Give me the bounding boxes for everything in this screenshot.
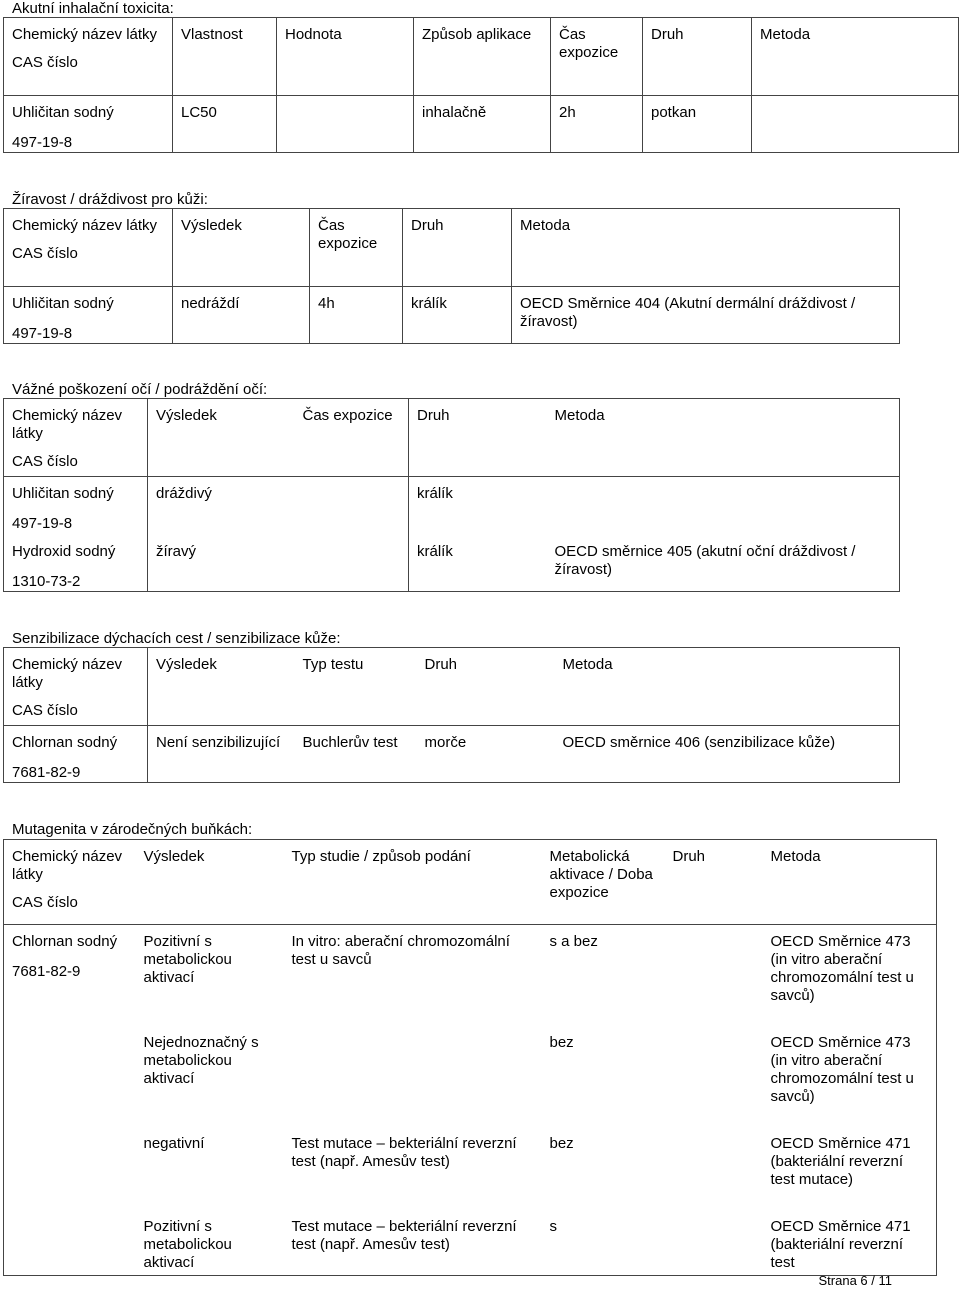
cell-vysledek: Pozitivní s metabolickou aktivací — [143, 933, 232, 986]
header-vysledek: Výsledek — [143, 848, 205, 865]
skin-corrosion-table — [3, 208, 900, 344]
header-zpusob: Způsob aplikace — [422, 26, 532, 43]
cell-typ — [284, 1026, 542, 1034]
cell-metoda: OECD Směrnice 473 (in vitro aberační chromozomální test u savců) — [770, 933, 914, 1004]
header-cas: CAS číslo — [12, 54, 78, 71]
table-header-row — [4, 840, 937, 925]
cell-druh — [665, 1127, 763, 1135]
cell-name: Uhličitan sodný — [12, 104, 114, 121]
cell-typ: Test mutace – bekteriální reverzní test (např. Amesův test) — [291, 1217, 517, 1253]
cell-cas-expozice — [295, 477, 409, 485]
header-druh: Druh — [411, 217, 444, 234]
table-row — [4, 1026, 937, 1127]
header-name: Chemický název látky — [12, 848, 123, 883]
cell-name: Uhličitan sodný — [12, 485, 114, 502]
section-title-eye-damage: Vážné poškození očí / podráždění očí: — [12, 381, 268, 398]
cell-druh: králík — [411, 295, 447, 312]
header-typ: Typ studie / způsob podání — [291, 848, 471, 865]
cell-cas: 7681-82-9 — [12, 963, 81, 980]
table-header-row — [4, 209, 900, 287]
header-druh: Druh — [424, 656, 458, 673]
header-druh: Druh — [417, 407, 450, 424]
cell-metoda: OECD směrnice 405 (akutní oční dráždivost /žíravost) — [554, 542, 856, 578]
cell-vysledek: Nejednoznačný s metabolickou aktivací — [143, 1033, 259, 1087]
table-row — [4, 1127, 937, 1210]
header-metoda: Metoda — [760, 26, 811, 43]
eye-damage-table — [3, 398, 900, 592]
sensitization-table — [3, 647, 900, 783]
cell-druh: potkan — [651, 104, 697, 121]
header-vysledek: Výsledek — [156, 656, 217, 673]
table-header-row — [4, 399, 900, 477]
table-row — [4, 96, 959, 153]
cell-metoda: OECD Směrnice 473 (in vitro aberační chromozomální test u savců) — [770, 1033, 914, 1105]
header-name: Chemický název látky — [12, 656, 123, 691]
header-name: Chemický název látky — [12, 26, 158, 43]
cell-druh: králík — [417, 485, 453, 502]
header-cas-expozice: Čas expozice — [302, 407, 393, 424]
header-typ: Typ testu — [302, 656, 364, 673]
cell-druh: morče — [424, 734, 467, 751]
header-aktivace: Metabolická aktivace / Doba expozice — [549, 848, 653, 901]
cell-vysledek: dráždivý — [156, 485, 212, 502]
cell-aktivace: s a bez — [549, 933, 598, 950]
header-cas-expozice: Čas expozice — [318, 217, 378, 252]
header-cas-expozice: Čas expozice — [559, 26, 619, 61]
cell-metoda — [547, 477, 900, 485]
cell-vysledek: Pozitivní s metabolickou aktivací — [143, 1217, 232, 1271]
header-hodnota: Hodnota — [285, 26, 342, 43]
cell-name: Hydroxid sodný — [12, 542, 116, 560]
cell-aktivace: bez — [549, 1033, 574, 1051]
header-metoda: Metoda — [770, 848, 821, 865]
table-row — [4, 925, 937, 1026]
table-header-row — [4, 648, 900, 726]
header-cas: CAS číslo — [12, 702, 78, 719]
section-title-mutagenicity: Mutagenita v zárodečných buňkách: — [12, 821, 253, 838]
header-metoda: Metoda — [554, 407, 605, 424]
section-title-skin-corrosion: Žíravost / dráždivost pro kůži: — [12, 191, 208, 208]
cell-vlastnost: LC50 — [181, 104, 217, 121]
page-number: Strana 6 / 11 — [818, 1273, 892, 1288]
cell-druh — [665, 1026, 763, 1034]
cell-cas: 497-19-8 — [12, 325, 73, 342]
cell-metoda: OECD Směrnice 404 (Akutní dermální dráždivost / žíravost) — [520, 295, 856, 330]
cell-zpusob: inhalačně — [422, 104, 487, 121]
header-metoda: Metoda — [562, 656, 613, 673]
cell-name: Chlornan sodný — [12, 734, 118, 751]
cell-typ: Buchlerův test — [302, 734, 398, 751]
header-cas: CAS číslo — [12, 453, 78, 470]
cell-druh — [665, 1210, 763, 1218]
cell-metoda: OECD Směrnice 471 (bakteriální reverzní test mutace) — [770, 1134, 911, 1188]
header-name: Chemický název látky — [12, 217, 158, 234]
cell-vysledek: žíravý — [156, 542, 197, 560]
header-cas: CAS číslo — [12, 245, 78, 262]
cell-cas: 1310-73-2 — [12, 572, 81, 590]
header-cas: CAS číslo — [12, 894, 78, 911]
cell-vysledek: nedráždí — [181, 295, 240, 312]
section-title-sensitization: Senzibilizace dýchacích cest / senzibilizace kůže: — [12, 630, 341, 647]
cell-name: Chlornan sodný — [12, 933, 118, 950]
cell-name: Uhličitan sodný — [12, 295, 114, 312]
cell-cas-expozice: 2h — [559, 104, 576, 121]
table-row — [4, 535, 900, 592]
table-row — [4, 287, 900, 344]
header-vysledek: Výsledek — [156, 407, 217, 424]
cell-druh — [665, 925, 763, 933]
cell-metoda — [752, 96, 958, 104]
cell-metoda: OECD směrnice 406 (senzibilizace kůže) — [562, 734, 836, 751]
table-row — [4, 477, 900, 535]
cell-vysledek: negativní — [143, 1134, 205, 1152]
cell-aktivace: bez — [549, 1134, 574, 1152]
table-header-row — [4, 18, 959, 96]
cell-cas-expozice: 4h — [318, 295, 335, 312]
cell-cas: 497-19-8 — [12, 515, 73, 532]
cell-hodnota — [277, 96, 413, 104]
mutagenicity-table — [3, 839, 937, 1276]
cell-cas: 7681-82-9 — [12, 764, 81, 781]
header-druh: Druh — [651, 26, 684, 43]
table-row — [4, 1210, 937, 1276]
cell-cas-expozice — [295, 535, 409, 543]
cell-cas: 497-19-8 — [12, 134, 73, 151]
header-vysledek: Výsledek — [181, 217, 242, 234]
header-name: Chemický název látky — [12, 407, 123, 442]
cell-typ: In vitro: aberační chromozomální test u savců — [291, 933, 510, 968]
acute-inhalation-table — [3, 17, 959, 153]
table-row — [4, 726, 900, 783]
cell-aktivace: s — [549, 1217, 557, 1235]
cell-druh: králík — [417, 542, 453, 560]
header-vlastnost: Vlastnost — [181, 26, 243, 43]
cell-typ: Test mutace – bekteriální reverzní test (např. Amesův test) — [291, 1134, 517, 1170]
cell-metoda: OECD Směrnice 471 (bakteriální reverzní test — [770, 1217, 911, 1271]
cell-vysledek: Není senzibilizující — [156, 734, 281, 751]
header-druh: Druh — [672, 848, 706, 865]
header-metoda: Metoda — [520, 217, 571, 234]
section-title-acute-inhalation: Akutní inhalační toxicita: — [12, 0, 174, 17]
